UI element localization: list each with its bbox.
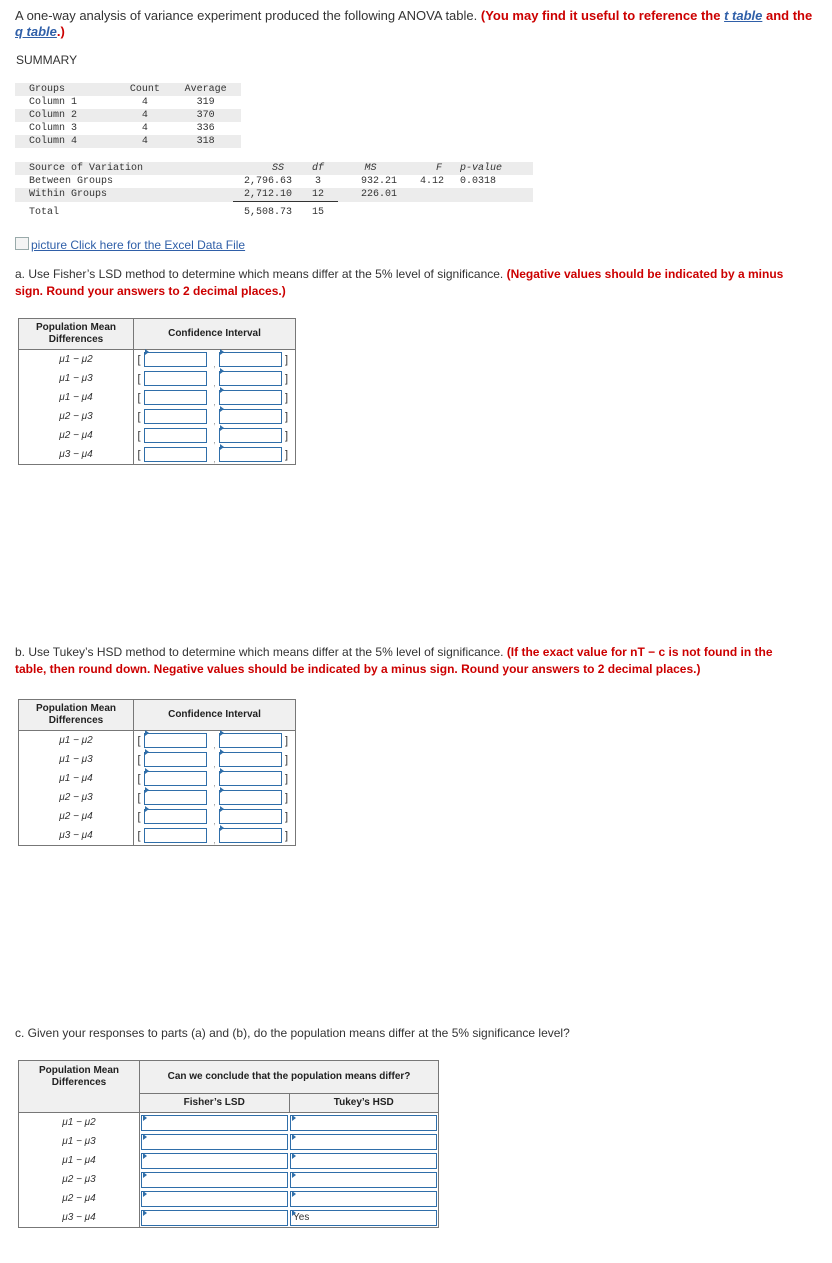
lower-bound-input[interactable]	[144, 388, 210, 407]
comma-separator: ,	[213, 778, 216, 788]
comma-separator: ,	[213, 378, 216, 388]
upper-bound-input[interactable]	[219, 388, 285, 407]
fisher-lsd-select[interactable]	[140, 1151, 290, 1170]
summary-cell: Column 1	[29, 97, 78, 108]
row-label: μ2 − μ3	[19, 1170, 140, 1189]
upper-bound-input[interactable]	[219, 750, 285, 769]
t-table-link[interactable]: t table	[724, 8, 763, 23]
summary-cell: 4	[141, 123, 148, 134]
part-a-question	[15, 266, 805, 300]
upper-bound-input[interactable]	[219, 407, 285, 426]
right-bracket: ]	[285, 788, 296, 807]
comma-separator: ,	[213, 435, 216, 445]
ci-row	[19, 407, 296, 426]
lower-bound-input[interactable]	[144, 369, 210, 388]
anova-cell: 0.0318	[460, 176, 497, 187]
comma-separator: ,	[213, 816, 216, 826]
row-label: μ2 − μ4	[19, 807, 134, 826]
summary-table	[15, 83, 241, 148]
anova-header: p-value	[450, 162, 533, 175]
right-bracket: ]	[285, 807, 296, 826]
conclusion-row	[19, 1189, 439, 1208]
summary-cell: 318	[170, 135, 241, 148]
conclusion-row	[19, 1170, 439, 1189]
lower-bound-input[interactable]	[144, 445, 210, 465]
anova-row	[15, 202, 533, 220]
upper-bound-input[interactable]	[219, 826, 285, 846]
left-bracket: [	[137, 410, 141, 423]
left-bracket: [	[137, 772, 141, 785]
tukey-hsd-select[interactable]: Yes	[289, 1208, 439, 1228]
part-b-question	[15, 644, 805, 678]
left-bracket: [	[134, 445, 145, 465]
lower-bound-input[interactable]	[144, 788, 210, 807]
confidence-interval-header: Confidence Interval	[134, 319, 296, 350]
anova-cell: 3	[314, 176, 321, 187]
ci-row	[19, 769, 296, 788]
ci-row	[19, 807, 296, 826]
anova-row	[15, 188, 533, 202]
row-label: μ3 − μ4	[19, 1208, 140, 1228]
right-bracket: ]	[285, 388, 296, 407]
upper-bound-input[interactable]	[219, 426, 285, 445]
tukey-hsd-select[interactable]	[289, 1189, 439, 1208]
right-bracket: ]	[285, 426, 296, 445]
summary-row	[15, 96, 241, 109]
pop-mean-diff-header: Population Mean Differences	[19, 319, 134, 350]
right-bracket: ]	[285, 769, 296, 788]
anova-cell: 15	[298, 202, 338, 220]
ci-row	[19, 731, 296, 751]
ci-row	[19, 369, 296, 388]
anova-cell: Between Groups	[29, 176, 114, 187]
upper-bound-input[interactable]	[219, 807, 285, 826]
right-bracket: ]	[285, 731, 296, 751]
anova-cell: 2,796.63	[243, 176, 292, 187]
upper-bound-input[interactable]	[219, 369, 285, 388]
conclusion-row	[19, 1151, 439, 1170]
comma-separator: ,	[213, 416, 216, 426]
broken-image-icon	[15, 237, 29, 250]
excel-data-link[interactable]	[15, 237, 245, 252]
summary-cell: 319	[196, 97, 215, 108]
summary-header: Groups	[15, 83, 120, 96]
ci-row	[19, 788, 296, 807]
question-intro	[15, 8, 815, 40]
summary-row	[15, 122, 241, 135]
comma-separator: ,	[210, 445, 219, 465]
row-label: μ1 − μ3	[19, 750, 134, 769]
lower-bound-input[interactable]	[144, 807, 210, 826]
anova-cell	[450, 202, 533, 220]
anova-cell	[403, 188, 450, 202]
upper-bound-input[interactable]	[219, 769, 285, 788]
row-label: μ1 − μ2	[19, 350, 134, 370]
part-c-text: c. Given your responses to parts (a) and (b), do the population means differ at the 5% significance level?	[15, 1026, 570, 1040]
summary-cell: Column 3	[29, 123, 78, 134]
anova-header: F	[403, 162, 450, 175]
anova-header: SS	[233, 162, 298, 175]
fisher-lsd-header: Fisher’s LSD	[140, 1094, 290, 1113]
right-bracket: ]	[285, 407, 296, 426]
left-bracket: [	[137, 734, 141, 747]
part-a-table	[18, 318, 296, 465]
upper-bound-input[interactable]	[219, 731, 285, 751]
row-label: μ1 − μ4	[19, 769, 134, 788]
ci-row	[19, 350, 296, 370]
summary-header-row	[15, 83, 241, 96]
summary-cell: 4	[120, 135, 171, 148]
anova-cell	[450, 188, 533, 202]
lower-bound-input[interactable]	[144, 826, 210, 846]
anova-cell: 2,712.10	[233, 188, 298, 202]
comma-separator: ,	[213, 797, 216, 807]
anova-cell: 4.12	[419, 176, 444, 187]
intro-text: A one-way analysis of variance experiment produced the following ANOVA table.	[15, 8, 478, 23]
row-label: μ3 − μ4	[19, 826, 134, 846]
anova-row	[15, 175, 533, 188]
part-c-table	[18, 1060, 439, 1228]
comma-separator: ,	[213, 759, 216, 769]
fisher-lsd-select[interactable]	[140, 1170, 290, 1189]
row-label: μ2 − μ4	[19, 426, 134, 445]
fisher-lsd-select[interactable]	[140, 1189, 290, 1208]
part-c-question	[15, 1025, 805, 1042]
conclusion-header: Can we conclude that the population means differ?	[140, 1061, 439, 1094]
intro-hint: (You may find it useful to reference the t table and the q table.)	[15, 8, 813, 39]
part-b-text: b. Use Tukey’s HSD method to determine which means differ at the 5% level of significance.	[15, 645, 504, 659]
anova-cell: 226.01	[338, 188, 403, 202]
summary-cell: 4	[141, 97, 148, 108]
summary-cell: Column 2	[15, 109, 120, 122]
row-label: μ1 − μ3	[19, 1132, 140, 1151]
left-bracket: [	[137, 391, 141, 404]
lower-bound-input[interactable]	[144, 350, 210, 370]
lower-bound-input[interactable]	[144, 426, 210, 445]
conclusion-row	[19, 1132, 439, 1151]
anova-cell: 12	[298, 188, 338, 202]
summary-cell: 336	[196, 123, 215, 134]
summary-label: SUMMARY	[16, 53, 78, 67]
left-bracket: [	[137, 353, 141, 366]
lower-bound-input[interactable]	[144, 750, 210, 769]
lower-bound-input[interactable]	[144, 731, 210, 751]
summary-cell: 370	[170, 109, 241, 122]
upper-bound-input[interactable]	[219, 445, 285, 465]
left-bracket: [	[137, 810, 141, 823]
tukey-hsd-header: Tukey’s HSD	[289, 1094, 439, 1113]
tukey-hsd-select[interactable]	[289, 1151, 439, 1170]
pop-mean-diff-header: Population Mean Differences	[19, 700, 134, 731]
summary-row	[15, 135, 241, 148]
ci-row	[19, 445, 296, 465]
part-b-table	[18, 699, 296, 846]
row-label: μ2 − μ3	[19, 407, 134, 426]
tukey-hsd-select[interactable]	[289, 1170, 439, 1189]
anova-header: df	[298, 162, 338, 175]
confidence-interval-header: Confidence Interval	[134, 700, 296, 731]
fisher-lsd-select[interactable]	[140, 1113, 290, 1133]
summary-cell: 4	[120, 109, 171, 122]
anova-header-row	[15, 162, 533, 175]
comma-separator: ,	[213, 359, 216, 369]
anova-header: MS	[338, 162, 403, 175]
row-label: μ2 − μ4	[19, 1189, 140, 1208]
q-table-link[interactable]: q table	[15, 24, 57, 39]
left-bracket: [	[137, 429, 141, 442]
ci-row	[19, 388, 296, 407]
comma-separator: ,	[213, 397, 216, 407]
summary-row	[15, 109, 241, 122]
pop-mean-diff-header: Population Mean Differences	[19, 1061, 140, 1113]
row-label: μ1 − μ4	[19, 1151, 140, 1170]
ci-row	[19, 426, 296, 445]
fisher-lsd-select[interactable]	[140, 1208, 290, 1228]
anova-cell: Total	[29, 206, 60, 218]
upper-bound-input[interactable]	[219, 788, 285, 807]
left-bracket: [	[134, 826, 145, 846]
excel-link-text[interactable]: picture Click here for the Excel Data File	[31, 238, 246, 252]
right-bracket: ]	[285, 369, 296, 388]
anova-cell: 932.21	[360, 176, 397, 187]
part-a-text: a. Use Fisher’s LSD method to determine which means differ at the 5% level of significance.	[15, 267, 504, 281]
anova-cell: Within Groups	[15, 188, 233, 202]
summary-header: Count	[120, 83, 171, 96]
left-bracket: [	[137, 372, 141, 385]
ci-row	[19, 826, 296, 846]
row-label: μ3 − μ4	[19, 445, 134, 465]
row-label: μ1 − μ2	[19, 1113, 140, 1133]
anova-cell: 5,508.73	[233, 202, 298, 220]
row-label: μ1 − μ4	[19, 388, 134, 407]
anova-table	[15, 162, 533, 219]
row-label: μ1 − μ3	[19, 369, 134, 388]
left-bracket: [	[137, 791, 141, 804]
row-label: μ1 − μ2	[19, 731, 134, 751]
right-bracket: ]	[285, 750, 296, 769]
fisher-lsd-select[interactable]	[140, 1132, 290, 1151]
lower-bound-input[interactable]	[144, 769, 210, 788]
comma-separator: ,	[210, 826, 219, 846]
comma-separator: ,	[213, 740, 216, 750]
ci-row	[19, 750, 296, 769]
tukey-hsd-select[interactable]	[289, 1113, 439, 1133]
anova-cell	[338, 202, 403, 220]
anova-cell	[403, 202, 450, 220]
part-b-hint: (If the exact value for nT − c is not found in the table, then round down. Negative values should be indicated by a minus sign. Round your answers to 2 decimal places.)	[15, 645, 773, 676]
anova-header: Source of Variation	[15, 162, 233, 175]
tukey-hsd-select[interactable]	[289, 1132, 439, 1151]
conclusion-row	[19, 1113, 439, 1133]
upper-bound-input[interactable]	[219, 350, 285, 370]
left-bracket: [	[137, 753, 141, 766]
row-label: μ2 − μ3	[19, 788, 134, 807]
right-bracket: ]	[285, 445, 296, 465]
part-a-hint: (Negative values should be indicated by a minus sign. Round your answers to 2 decimal places.)	[15, 267, 784, 298]
conclusion-row	[19, 1208, 439, 1228]
right-bracket: ]	[285, 826, 296, 846]
right-bracket: ]	[285, 350, 296, 370]
lower-bound-input[interactable]	[144, 407, 210, 426]
summary-cell: Column 4	[15, 135, 120, 148]
summary-header: Average	[170, 83, 241, 96]
